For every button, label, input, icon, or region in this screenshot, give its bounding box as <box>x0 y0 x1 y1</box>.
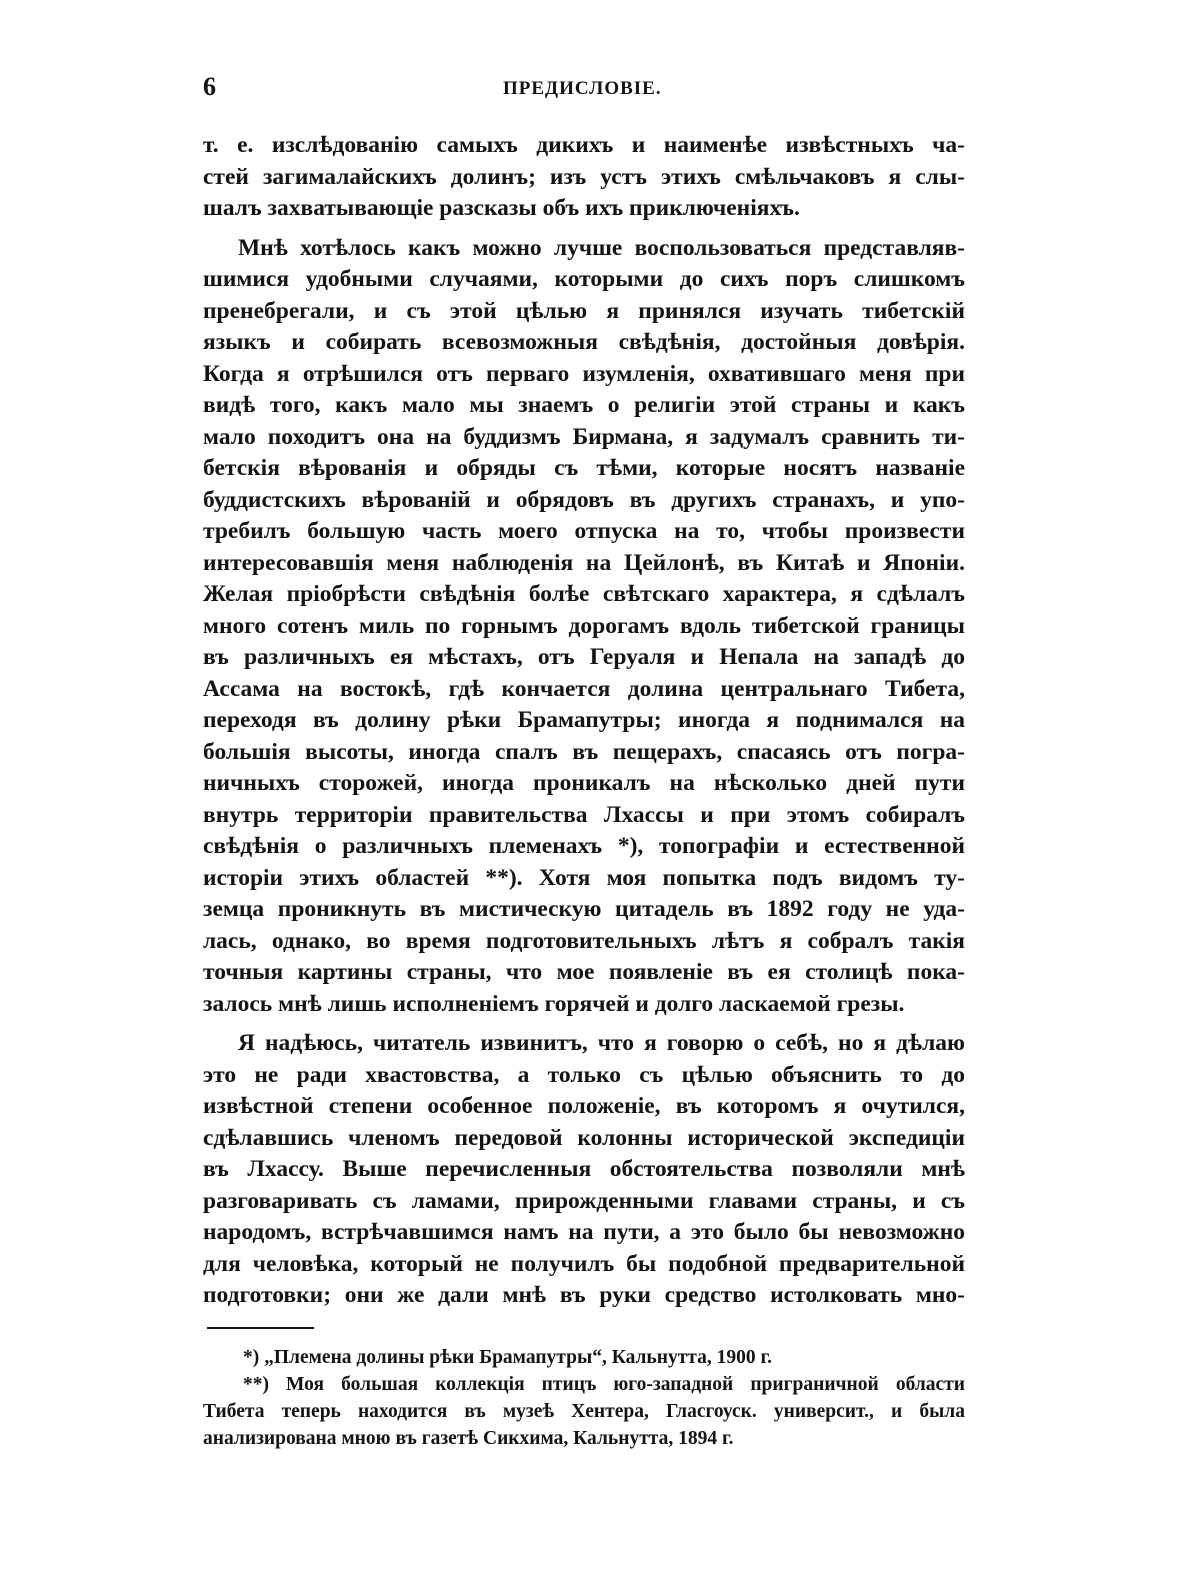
text-line: свѣдѣнія о различныхъ племенахъ *), топографіи и естественной <box>203 833 965 859</box>
text-line: сдѣлавшись членомъ передовой колонны исторической экспедиціи <box>203 1124 965 1151</box>
page-number: 6 <box>203 72 216 101</box>
footnote-line: **) Моя большая коллекція птицъ юго-западной приграничной области <box>243 1374 965 1395</box>
text-line: буддистскихъ вѣрованій и обрядовъ въ другихъ странахъ, и упо- <box>203 486 965 513</box>
text-line: это не ради хвастовства, а только съ цѣлью объяснить то до <box>203 1061 965 1088</box>
text-line: лась, однако, во время подготовительныхъ лѣтъ я собралъ такія <box>203 927 965 954</box>
text-line: т. е. изслѣдованію самыхъ дикихъ и наименѣе извѣстныхъ ча- <box>203 132 965 158</box>
text-line: Мнѣ хотѣлось какъ можно лучше воспользоваться представляв- <box>238 234 965 261</box>
text-line: залось мнѣ лишь исполненіемъ горячей и долго ласкаемой грезы. <box>203 990 905 1017</box>
footnote-line: *) „Племена долины рѣки Брамапутры“, Кальнутта, 1900 г. <box>243 1347 773 1368</box>
text-line: для человѣка, который не получилъ бы подобной предварительной <box>203 1250 965 1277</box>
text-line: мало походитъ она на буддизмъ Бирмана, я задумалъ сравнить ти- <box>203 423 965 450</box>
text-line: извѣстной степени особенное положеніе, въ которомъ я очутился, <box>203 1093 965 1119</box>
text-line: ничныхъ сторожей, иногда проникалъ на нѣсколько дней пути <box>203 770 965 796</box>
text-line: Желая пріобрѣсти свѣдѣнія болѣе свѣтскаго характера, я сдѣлалъ <box>203 581 965 607</box>
text-line: разговаривать съ ламами, прирожденными главами страны, и съ <box>203 1187 965 1214</box>
footnotes <box>203 1344 965 1452</box>
main-text <box>203 130 965 1312</box>
text-line: Я надѣюсь, читатель извинитъ, что я говорю о себѣ, но я дѣлаю <box>238 1030 965 1056</box>
footnote-line: анализирована мною въ газетѣ Сикхима, Кальнутта, 1894 г. <box>203 1428 734 1449</box>
text-line: подготовки; они же дали мнѣ въ руки средство истолковать мно- <box>203 1282 965 1308</box>
text-line: въ Лхассу. Выше перечисленныя обстоятельства позволяли мнѣ <box>203 1156 965 1182</box>
text-line: исторіи этихъ областей **). Хотя моя попытка подъ видомъ ту- <box>203 864 965 891</box>
page-header <box>203 72 965 108</box>
text-line: много сотенъ миль по горнымъ дорогамъ вдоль тибетской границы <box>203 612 965 639</box>
text-line: въ различныхъ ея мѣстахъ, отъ Геруаля и Непала на западѣ до <box>203 644 965 670</box>
text-line: земца проникнуть въ мистическую цитадель въ 1892 году не уда- <box>203 896 965 922</box>
text-line: требилъ большую часть моего отпуска на то, чтобы произвести <box>203 518 965 544</box>
text-line: шимися удобными случаями, которыми до сихъ поръ слишкомъ <box>203 266 965 292</box>
text-line: пренебрегали, и съ этой цѣлью я принялся изучать тибетскій <box>203 297 965 324</box>
text-line: внутрь территоріи правительства Лхассы и при этомъ собиралъ <box>203 801 965 828</box>
footnote-line: Тибета теперь находится въ музеѣ Хентера, Гласгоуск. университ., и была <box>203 1401 965 1422</box>
text-line: большія высоты, иногда спалъ въ пещерахъ, спасаясь отъ погра- <box>203 738 965 765</box>
text-line: бетскія вѣрованія и обряды съ тѣми, которые носятъ названіе <box>203 455 965 481</box>
text-line: Когда я отрѣшился отъ перваго изумленія, охватившаго меня при <box>203 360 965 387</box>
text-line: Ассама на востокѣ, гдѣ кончается долина центральнаго Тибета, <box>203 675 965 702</box>
text-line: народомъ, встрѣчавшимся намъ на пути, а это было бы невозможно <box>203 1219 965 1245</box>
text-line: стей загималайскихъ долинъ; изъ устъ этихъ смѣльчаковъ я слы- <box>203 163 965 190</box>
running-title: ПРЕДИСЛОВІЕ. <box>503 78 662 99</box>
text-line: шалъ захватывающіе разсказы объ ихъ приключеніяхъ. <box>203 195 800 221</box>
text-line: интересовавшія меня наблюденія на Цейлонѣ, въ Китаѣ и Японіи. <box>203 549 965 576</box>
footnote-divider <box>207 1327 314 1329</box>
text-line: переходя въ долину рѣки Брамапутры; иногда я поднимался на <box>203 707 965 733</box>
text-line: точныя картины страны, что мое появленіе въ ея столицѣ пока- <box>203 959 965 985</box>
text-line: видѣ того, какъ мало мы знаемъ о религіи этой страны и какъ <box>203 392 965 418</box>
text-line: языкъ и собирать всевозможныя свѣдѣнія, достойныя довѣрія. <box>203 329 965 355</box>
